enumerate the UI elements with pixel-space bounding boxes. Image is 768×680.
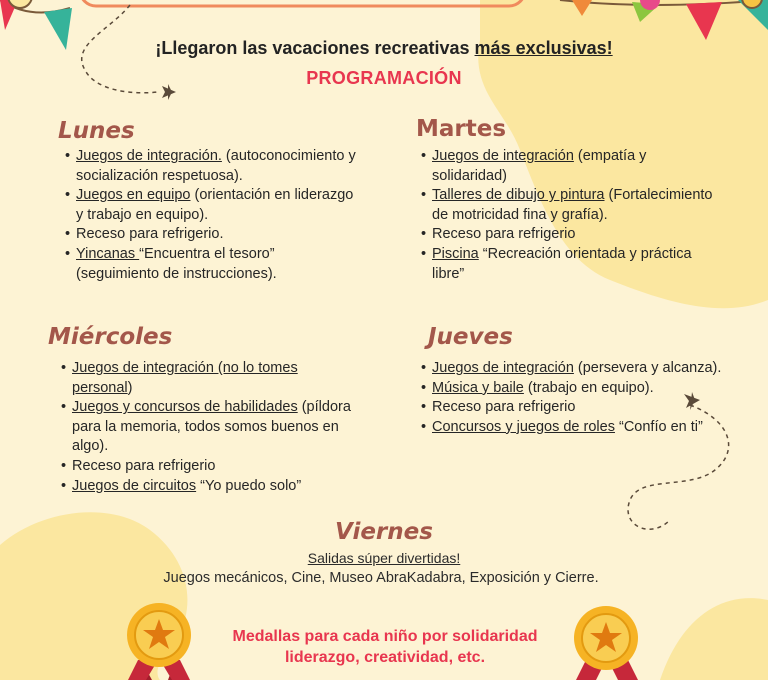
friday-outing [0, 549, 768, 568]
activity-description: (orientación en liderazgo y trabajo en equipo). [76, 187, 354, 223]
yellow-blob-bottom-right [660, 598, 768, 680]
activity-description: Receso para refrigerio [432, 399, 576, 416]
day-title-tuesday: Martes [416, 116, 507, 142]
day-title-friday: Viernes [335, 519, 433, 545]
activity-link[interactable]: Yincanas [76, 245, 140, 262]
tuesday-list [416, 147, 722, 284]
activity-link[interactable]: Música y baile [432, 379, 524, 396]
list-item [432, 398, 722, 418]
activity-description: (Fortalecimiento de motricidad fina y grafía). [432, 187, 713, 223]
headline [0, 38, 768, 59]
wednesday-list [56, 359, 352, 496]
list-item [432, 225, 722, 245]
list-item [72, 457, 352, 477]
activity-description: ) [127, 379, 133, 396]
medals-note [190, 626, 580, 668]
activity-link[interactable]: Juegos de integración. [76, 148, 222, 164]
list-item [72, 359, 352, 398]
medal-icon-right [574, 606, 638, 680]
activity-link[interactable]: Juegos en equipo [76, 187, 191, 204]
activity-description: Receso para refrigerio [72, 457, 216, 474]
program-title: PROGRAMACIÓN [306, 68, 462, 88]
list-item [76, 147, 356, 186]
activity-description: (píldora para la memoria, todos somos buenos en algo). [72, 399, 351, 455]
title-box-edge [80, 0, 525, 6]
activity-description: “Confío en ti” [614, 418, 703, 435]
activity-description: (persevera y alcanza). [573, 360, 722, 376]
monday-list [60, 147, 356, 284]
activity-description: Receso para refrigerio [432, 226, 576, 243]
activity-link[interactable]: Piscina [432, 245, 479, 262]
activity-link[interactable]: Juegos de integración [432, 360, 574, 376]
day-title-thursday: Jueves [428, 324, 513, 350]
activity-link[interactable]: Juegos de integración (no lo tomes personal [72, 360, 298, 396]
activity-link[interactable]: Concursos y juegos de roles [432, 418, 615, 435]
activity-description: (empatía y solidaridad) [432, 148, 647, 184]
list-item [76, 186, 356, 225]
thursday-list [416, 359, 722, 437]
activity-link[interactable]: Juegos y concursos de habilidades [72, 399, 298, 416]
activity-description: Receso para refrigerio. [76, 226, 224, 243]
activity-link[interactable]: Talleres de dibujo y pintura [432, 187, 605, 204]
day-title-wednesday: Miércoles [48, 324, 173, 350]
medal-icon-left [127, 603, 191, 680]
activity-link[interactable]: Juegos de circuitos [72, 477, 197, 494]
list-item [432, 379, 722, 399]
activity-description: (trabajo en equipo). [523, 379, 654, 396]
list-item [432, 245, 722, 284]
activity-description: “Recreación orientada y práctica libre” [432, 245, 692, 282]
list-item [432, 418, 722, 438]
list-item [432, 147, 722, 186]
list-item [432, 359, 722, 379]
friday-description: Juegos mecánicos, Cine, Museo AbraKadabra, Exposición y Cierre. [163, 570, 599, 586]
medals-line-2: liderazgo, creatividad, etc. [284, 649, 486, 666]
list-item [72, 398, 352, 457]
headline-prefix: ¡Llegaron las vacaciones recreativas [155, 38, 475, 58]
day-title-monday: Lunes [58, 118, 135, 144]
activity-description: “Encuentra el tesoro” (seguimiento de instrucciones). [76, 245, 277, 282]
friday-outing-link[interactable]: Salidas súper divertidas! [307, 550, 461, 566]
list-item [72, 477, 352, 497]
medals-line-1: Medallas para cada niño por solidaridad [232, 628, 538, 645]
headline-emphasis[interactable]: más exclusivas! [474, 38, 613, 58]
activity-description: “Yo puedo solo” [196, 477, 302, 494]
list-item [76, 225, 356, 245]
activity-description: (autoconocimiento y socialización respetuosa). [76, 148, 356, 184]
list-item [432, 186, 722, 225]
activity-link[interactable]: Juegos de integración [432, 148, 574, 164]
list-item [76, 245, 356, 284]
